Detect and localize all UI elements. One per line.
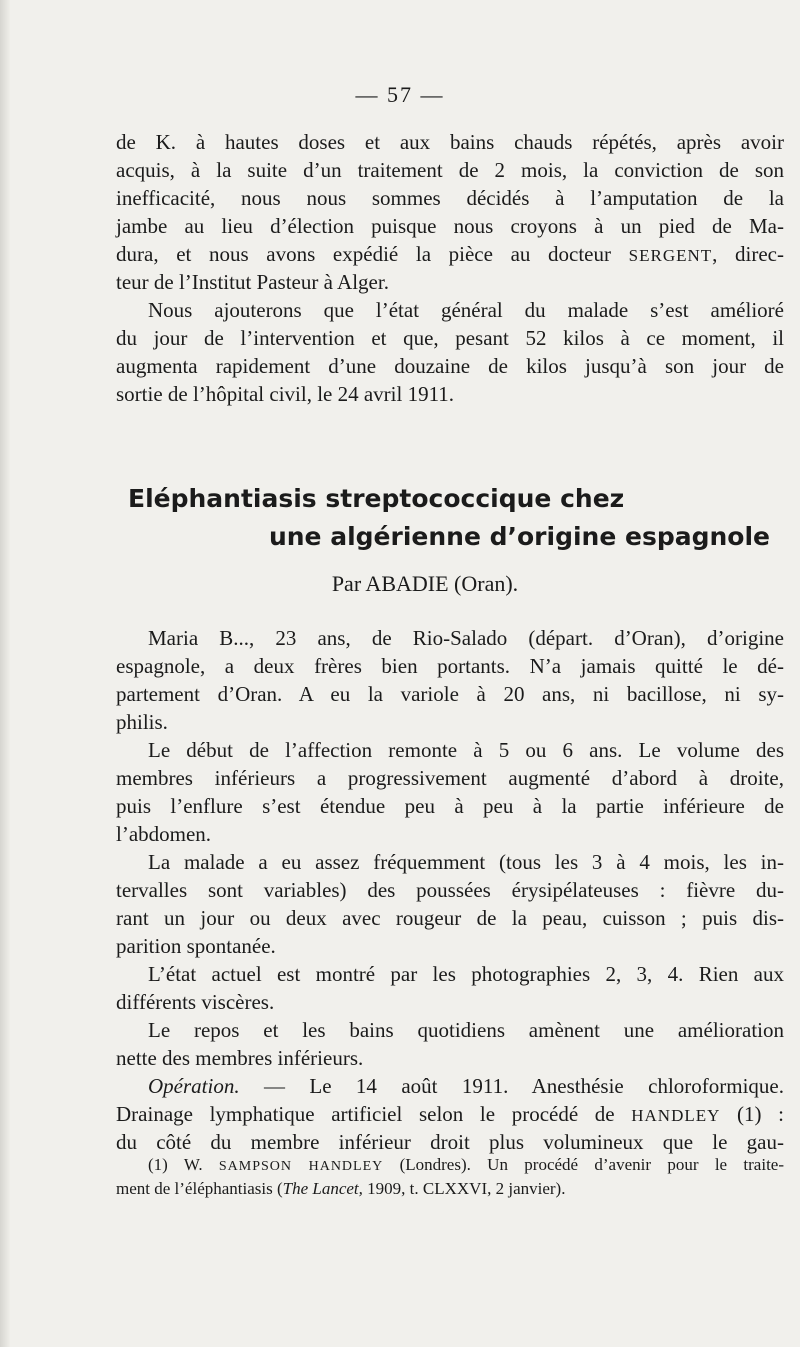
text-line: teur de l’Institut Pasteur à Alger. <box>116 270 389 294</box>
text-line: du jour de l’intervention et que, pesant 52 kilos à ce moment, il <box>116 326 784 350</box>
text-line: Opération. — Le 14 août 1911. Anesthésie chloroformique. <box>148 1074 784 1098</box>
footnote <box>116 1153 784 1201</box>
text-line: espagnole, a deux frères bien portants. N’a jamais quitté le dé- <box>116 654 784 678</box>
text-line: rant un jour ou deux avec rougeur de la peau, cuisson ; puis dis- <box>116 906 784 930</box>
footnote-line: (1) W. SAMPSON HANDLEY (Londres). Un procédé d’avenir pour le traite- <box>148 1155 784 1174</box>
text-line: puis l’enflure s’est étendue peu à peu à la partie inférieure de <box>116 794 784 818</box>
text-line: l’abdomen. <box>116 822 212 846</box>
text-line: Le début de l’affection remonte à 5 ou 6 ans. Le volume des <box>148 738 784 762</box>
text-line: Le repos et les bains quotidiens amènent une amélioration <box>148 1018 784 1042</box>
author-name-handley: HANDLEY <box>631 1106 721 1125</box>
article-title-line-1: Eléphantiasis streptococcique chez <box>128 484 625 513</box>
author-name-sergent: SERGENT <box>628 246 713 265</box>
text-line: inefficacité, nous nous sommes décidés à l’amputation de la <box>116 186 784 210</box>
page-number: — 57 — <box>355 82 445 107</box>
text-line: Maria B..., 23 ans, de Rio-Salado (départ. d’Oran), d’origine <box>148 626 784 650</box>
text-line: Drainage lymphatique artificiel selon le procédé de HANDLEY (1) : <box>116 1102 784 1126</box>
text-line: de K. à hautes doses et aux bains chauds répétés, après avoir <box>116 130 784 154</box>
page-edge <box>0 0 10 1347</box>
text-line: sortie de l’hôpital civil, le 24 avril 1911. <box>116 382 455 406</box>
article-title-line-2: une algérienne d’origine espagnole <box>268 522 770 551</box>
text-line: Nous ajouterons que l’état général du malade s’est amélioré <box>148 298 784 322</box>
text-line: dura, et nous avons expédié la pièce au docteur SERGENT, direc- <box>116 242 784 266</box>
footnote-line: ment de l’éléphantiasis (The Lancet, 1909, t. CLXXVI, 2 janvier). <box>116 1179 566 1198</box>
journal-title: The Lancet, <box>282 1179 363 1198</box>
article-byline: Par ABADIE (Oran). <box>331 571 519 596</box>
text-line: nette des membres inférieurs. <box>116 1046 364 1070</box>
text-line: augmenta rapidement d’une douzaine de kilos jusqu’à son jour de <box>116 354 784 378</box>
text-line: L’état actuel est montré par les photographies 2, 3, 4. Rien aux <box>148 962 784 986</box>
text-line: acquis, à la suite d’un traitement de 2 mois, la conviction de son <box>116 158 784 182</box>
text-line: différents viscères. <box>116 990 275 1014</box>
text-line: La malade a eu assez fréquemment (tous les 3 à 4 mois, les in- <box>148 850 784 874</box>
footnote-author: SAMPSON HANDLEY <box>218 1159 384 1174</box>
text-line: jambe au lieu d’élection puisque nous croyons à un pied de Ma- <box>116 214 784 238</box>
text-line: parition spontanée. <box>116 934 276 958</box>
continued-text <box>116 128 784 408</box>
text-line: du côté du membre inférieur droit plus volumineux que le gau- <box>116 1130 784 1154</box>
article-body <box>116 624 784 1156</box>
text-line: tervalles sont variables) des poussées érysipélateuses : fièvre du- <box>116 878 784 902</box>
text-line: philis. <box>116 710 168 734</box>
text-line: partement d’Oran. A eu la variole à 20 ans, ni bacillose, ni sy- <box>116 682 784 706</box>
text-line: membres inférieurs a progressivement augmenté d’abord à droite, <box>116 766 784 790</box>
section-heading-operation: Opération. <box>148 1074 240 1098</box>
